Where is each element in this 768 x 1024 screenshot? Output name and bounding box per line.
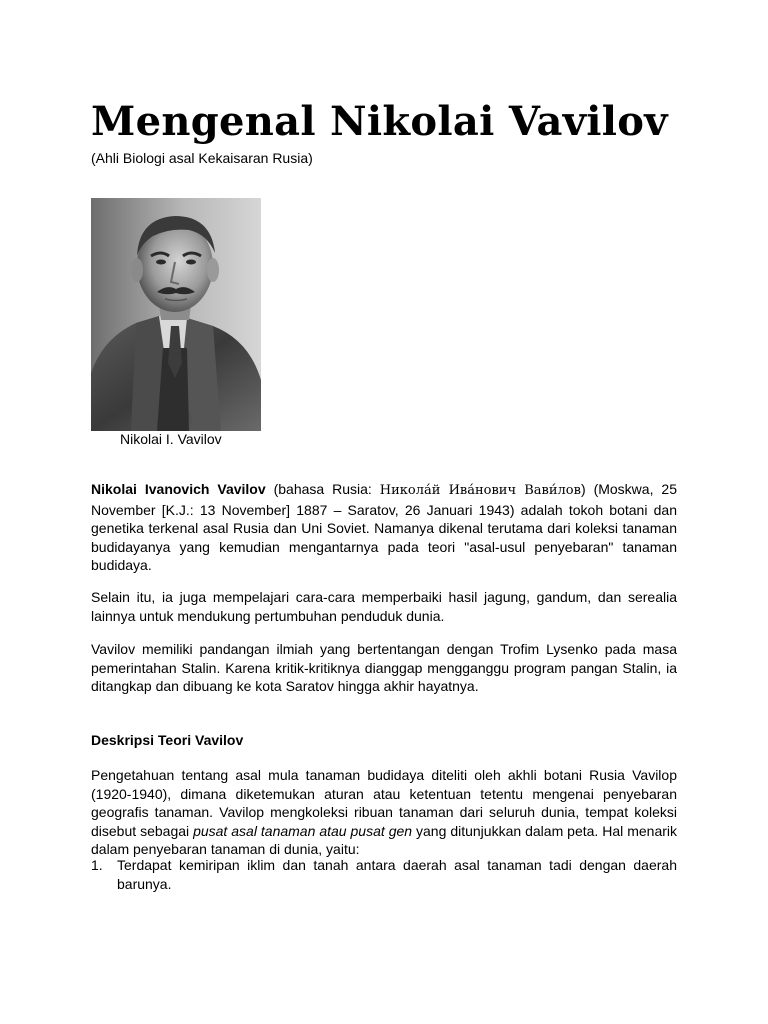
numbered-list xyxy=(91,856,677,893)
lysenko-paragraph: Vavilov memiliki pandangan ilmiah yang bertentangan dengan Trofim Lysenko pada masa pemerintahan Stalin. Karena kritik-kritiknya dianggap mengganggu program pangan Stalin, ia ditangkap dan dibuang ke kota Saratov hingga akhir hayatnya. xyxy=(91,641,677,694)
theory-paragraph-start: Pengetahuan tentang asal mula tanaman budidaya diteliti oleh akhli botani Rusia Vavilop (1920-1940), dimana diketemukan aturan atau ketentuan tetentu mengenai penyebaran geografis tanaman. Vavilop mengkoleksi ribuan tanaman dari seluruh dunia, tempat koleksi disebut sebagai xyxy=(91,767,677,839)
language-intro: (bahasa Rusia: xyxy=(265,481,380,497)
portrait-figure xyxy=(91,198,261,431)
subject-name: Nikolai Ivanovich Vavilov xyxy=(91,481,266,497)
figure-caption: Nikolai I. Vavilov xyxy=(120,431,222,447)
page-title: Mengenal Nikolai Vavilov xyxy=(91,98,668,145)
intro-paragraph-rest: ) (Moskwa, 25 November [K.J.: 13 November] 1887 – Saratov, 26 Januari 1943) adalah tokoh botani dan genetika terkenal asal Rusia dan Uni Soviet. Namanya dikenal terutama dari koleksi tanaman budidayanya yang kemudian mengantarnya pada teori "asal-usul penyebaran" tanaman budidaya. xyxy=(91,481,677,573)
portrait-photo xyxy=(91,198,261,431)
russian-name: Никола́й Ива́нович Вави́лов xyxy=(379,483,581,498)
theory-paragraph xyxy=(91,766,677,859)
research-paragraph: Selain itu, ia juga mempelajari cara-cara memperbaiki hasil jagung, gandum, dan serealia lainnya untuk mendukung pertumbuhan penduduk dunia. xyxy=(91,589,677,624)
list-item xyxy=(91,856,677,893)
page-subtitle: (Ahli Biologi asal Kekaisaran Rusia) xyxy=(91,150,313,166)
list-item-text: Terdapat kemiripan iklim dan tanah antara daerah asal tanaman tadi dengan daerah barunya. xyxy=(117,857,677,892)
list-item-number: 1. xyxy=(91,857,103,873)
theory-paragraph-italic: pusat asal tanaman atau pusat gen xyxy=(193,822,413,839)
section-heading: Deskripsi Teori Vavilov xyxy=(91,732,244,748)
intro-paragraph xyxy=(91,480,677,575)
theory-paragraph-end: yang ditunjukkan dalam peta. Hal menarik dalam penyebaran tanaman di dunia, yaitu: xyxy=(91,822,678,857)
